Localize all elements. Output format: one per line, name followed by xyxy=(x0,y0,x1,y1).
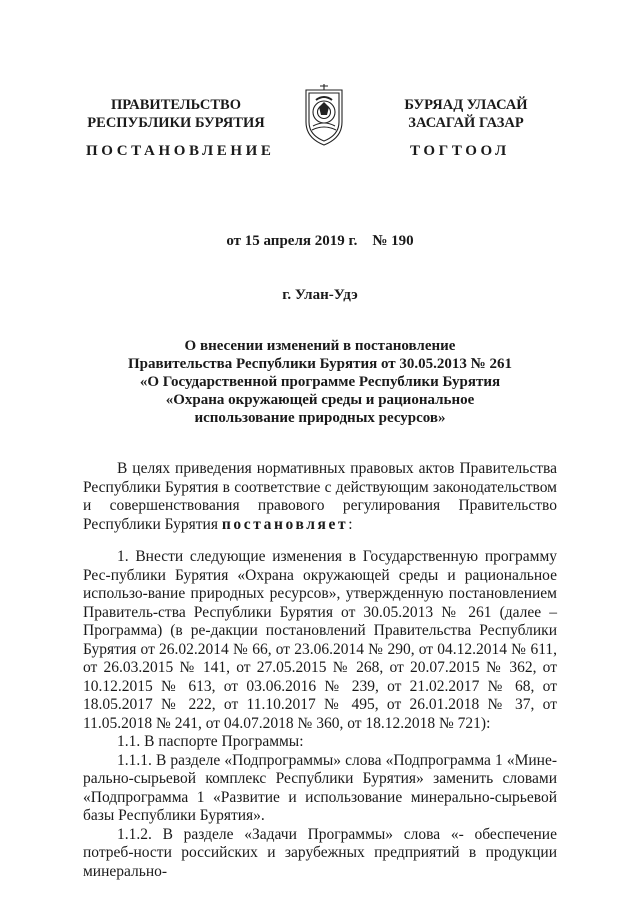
subject-line: О внесении изменений в постановление xyxy=(184,338,456,354)
document-subject xyxy=(0,337,640,427)
date-line xyxy=(0,233,640,250)
header-left-line: РЕСПУБЛИКИ БУРЯТИЯ xyxy=(87,115,265,131)
decree-word: постановляет xyxy=(221,515,349,533)
item-paragraph: 1.1.1. В разделе «Подпрограммы» слова «Подпрограмма 1 «Мине-рально-сырьевой комплекс Республики Бурятия» заменить словами «Подпрограмма 1 «Развитие и использование минерально-сырьевой базы Республики Бурятия». xyxy=(83,751,557,824)
item-paragraph: 1. Внести следующие изменения в Государственную программу Рес-публики Бурятия «Охрана окружающей среды и рациональное использо-вание природных ресурсов», утвержденную постановлением Правитель-ства Республики Бурятия от 30.05.2013 № 261 (далее – Программа) (в ре-дакции постановлений Правительства Республики Бурятия от 26.02.2014 № 66, от 23.06.2014 № 290, от 04.12.2014 № 611, от 26.03.2015 № 141, от 27.05.2015 № 268, от 20.07.2015 № 362, от 10.12.2015 № 613, от 03.06.2016 № 239, от 21.02.2017 № 68, от 18.05.2017 № 222, от 11.10.2017 № 495, от 26.01.2018 № 37, от 11.05.2018 № 241, от 04.07.2018 № 360, от 18.12.2018 № 721): xyxy=(83,548,557,732)
intro-paragraph xyxy=(83,460,557,534)
subject-line: «О Государственной программе Республики Бурятия xyxy=(139,374,501,390)
header-left-line: ПРАВИТЕЛЬСТВО xyxy=(111,97,241,113)
intro-text: В целях приведения нормативных правовых актов Правительства Республики Бурятия в соответствие с действующим законодательством и совершенствования правового регулирования Правительство Республики Бурятия xyxy=(83,460,557,533)
coat-of-arms-icon xyxy=(300,82,348,148)
item-paragraph: 1.1.2. В разделе «Задачи Программы» слова «- обеспечение потреб-ности российских и зарубежных предприятий в продукции минерально- xyxy=(83,825,557,880)
document-number: № 190 xyxy=(372,233,414,249)
header-left-title: ПОСТАНОВЛЕНИЕ xyxy=(86,143,275,159)
header-right-line: ЗАСАГАЙ ГАЗАР xyxy=(408,115,524,131)
subject-line: Правительства Республики Бурятия от 30.05.2013 № 261 xyxy=(127,356,512,372)
header-right xyxy=(368,96,564,132)
intro-tail: : xyxy=(348,515,353,533)
item-paragraph: 1.1. В паспорте Программы: xyxy=(117,733,304,750)
document-date: от 15 апреля 2019 г. xyxy=(226,233,358,249)
header-right-title: ТОГТООЛ xyxy=(410,143,510,159)
subject-line: «Охрана окружающей среды и рациональное xyxy=(165,392,475,408)
header-right-line: БУРЯАД УЛАСАЙ xyxy=(404,97,528,113)
city: г. Улан-Удэ xyxy=(282,287,358,303)
items-block xyxy=(83,548,557,881)
subject-line: использование природных ресурсов» xyxy=(194,410,446,426)
header-left xyxy=(78,96,274,132)
